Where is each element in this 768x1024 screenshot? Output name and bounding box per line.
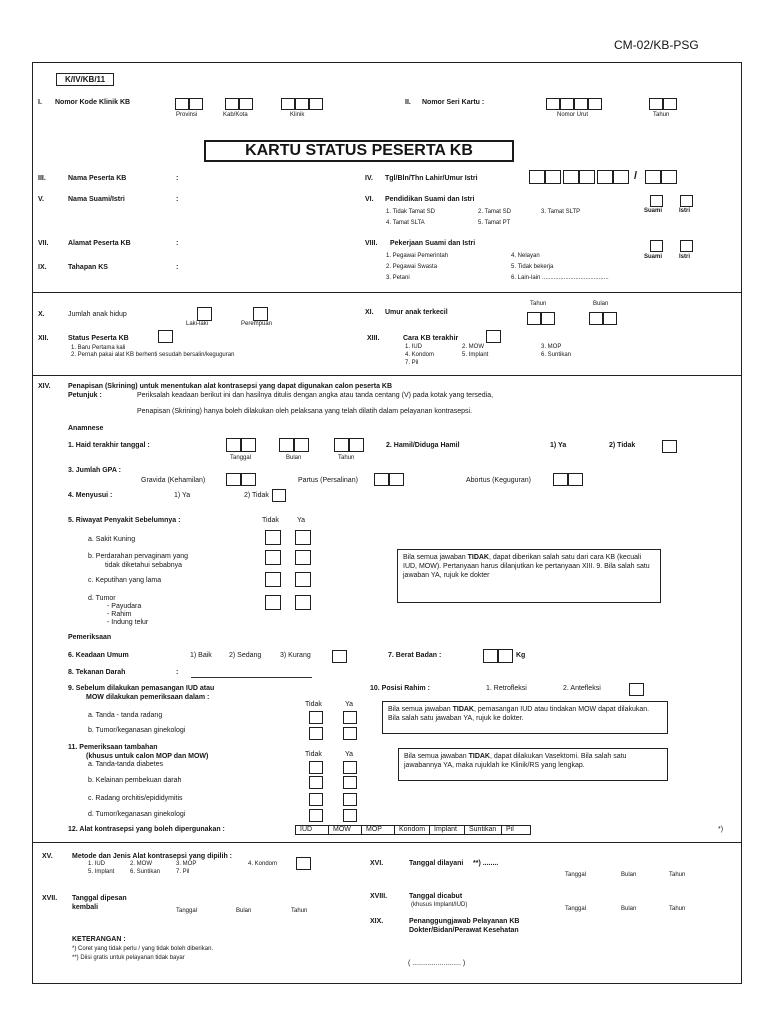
sec4-label: Tgl/Bln/Thn Lahir/Umur Istri bbox=[385, 175, 478, 182]
sec12-num: XII. bbox=[38, 335, 49, 342]
pekerjaan-opt-2: 2. Pegawai Swasta bbox=[386, 264, 438, 270]
sec14-num: XIV. bbox=[38, 383, 51, 390]
petunjuk-label: Petunjuk : bbox=[68, 392, 102, 399]
q5b-ya-box[interactable] bbox=[295, 550, 311, 565]
kg-label: Kg bbox=[516, 652, 526, 659]
haid-tgl-box-2[interactable] bbox=[241, 438, 256, 452]
tgl-box-2[interactable] bbox=[545, 170, 561, 184]
q1-label: 1. Haid terakhir tanggal : bbox=[68, 442, 150, 449]
pendidikan-opt-2: 2. Tamat SD bbox=[478, 209, 511, 215]
pendidikan-opt-4: 4. Tamat SLTA bbox=[386, 220, 425, 226]
q9b-label: b. Tumor/keganasan ginekologi bbox=[88, 727, 186, 734]
sec3-colon: : bbox=[176, 175, 179, 182]
note2-c: , pemasangan IUD atau tindakan MOW dapat dilakukan. Bila salah satu jawaban YA, rujuk ke dokter. bbox=[388, 706, 650, 722]
sec14-label: Penapisan (Skrining) untuk menentukan alat kontrasepsi yang dapat digunakan calon peserta KB bbox=[68, 383, 393, 390]
note3-c: , dapat dilakukan Vasektomi. Bila salah satu jawabannya YA, maka rujuklah ke Klinik/RS yang lengkap. bbox=[404, 753, 627, 769]
pemeriksaan-heading: Pemeriksaan bbox=[68, 634, 112, 641]
thn-box-2[interactable] bbox=[613, 170, 629, 184]
metode-box[interactable] bbox=[296, 857, 311, 870]
bln-box-1[interactable] bbox=[563, 170, 579, 184]
sec3-label: Nama Peserta KB bbox=[68, 175, 127, 182]
sec17-label: Tanggal dipesan bbox=[72, 895, 127, 902]
q8-label: 8. Tekanan Darah bbox=[68, 669, 126, 676]
q5a-ya-box[interactable] bbox=[295, 530, 311, 545]
umur-tahun-label: Tahun bbox=[530, 301, 547, 307]
status-opt-1: 1. Baru Pertama kali bbox=[71, 345, 126, 351]
cara-opt-3: 3. MOP bbox=[541, 344, 562, 350]
q9-tidak-col: Tidak bbox=[305, 701, 322, 708]
pendidikan-opt-3: 3. Tamat SLTP bbox=[541, 209, 581, 215]
umur-bulan-label: Bulan bbox=[593, 301, 609, 307]
petunjuk-text-2: Penapisan (Skrining) hanya boleh dilakukan oleh pelaksana yang telah dilatih dalam pelayanan kontrasepsi. bbox=[137, 408, 473, 415]
sec9-num: IX. bbox=[38, 264, 47, 271]
keadaan-umum-box[interactable] bbox=[332, 650, 347, 663]
haid-thn-box-1[interactable] bbox=[334, 438, 349, 452]
q9-label: 9. Sebelum dilakukan pemasangan IUD atau bbox=[68, 685, 215, 692]
menyusui-box[interactable] bbox=[272, 489, 286, 502]
pekerjaan-suami-box[interactable] bbox=[650, 240, 663, 252]
q11b-ya-box[interactable] bbox=[343, 776, 357, 789]
sec4-num: IV. bbox=[365, 175, 373, 182]
pekerjaan-istri-box[interactable] bbox=[680, 240, 693, 252]
ref-code: K/IV/KB/11 bbox=[56, 73, 114, 86]
q6-baik: 1) Baik bbox=[190, 652, 212, 659]
nomor-urut-label: Nomor Urut bbox=[557, 112, 589, 118]
q10-antefleksi: 2. Antefleksi bbox=[563, 685, 601, 692]
pekerjaan-suami-label: Suami bbox=[644, 254, 663, 260]
note1-c: , dapat diberikan salah satu dari cara KB (kecuali IUD, MOW). Pertanyaan harus dilanjutkan ke pertanyaan XIII. 9. Bila salah satu jawaban YA, rujuk ke dokter bbox=[403, 554, 650, 579]
keterangan-title: KETERANGAN : bbox=[72, 936, 126, 943]
haid-tgl-label: Tanggal bbox=[230, 455, 252, 461]
q4-ya: 1) Ya bbox=[174, 492, 191, 499]
divider-3 bbox=[32, 842, 742, 843]
tumor-payudara: - Payudara bbox=[107, 603, 142, 610]
note2-b: TIDAK bbox=[452, 706, 474, 713]
cara-kb-box[interactable] bbox=[486, 330, 501, 343]
dicabut-tgl-label: Tanggal bbox=[565, 906, 587, 912]
q12-star: *) bbox=[718, 826, 724, 833]
dipesan-thn-label: Tahun bbox=[291, 908, 308, 914]
tahun-box-2[interactable] bbox=[663, 98, 677, 110]
q11-label: 11. Pemeriksaan tambahan bbox=[68, 744, 158, 751]
haid-bln-label: Bulan bbox=[286, 455, 302, 461]
pendidikan-istri-box[interactable] bbox=[680, 195, 693, 207]
q9b-ya-box[interactable] bbox=[343, 727, 357, 740]
sec6-num: VI. bbox=[365, 196, 374, 203]
sec15-num: XV. bbox=[42, 853, 53, 860]
cara-opt-6: 6. Suntikan bbox=[541, 352, 572, 358]
sec19-label-2: Dokter/Bidan/Perawat Kesehatan bbox=[409, 927, 519, 934]
q5a-tidak-box[interactable] bbox=[265, 530, 281, 545]
abortus-label: Abortus (Keguguran) bbox=[466, 477, 531, 484]
kontrasepsi-kondom[interactable]: Kondom bbox=[395, 826, 430, 834]
q5b-label: b. Perdarahan pervaginam yang bbox=[88, 553, 189, 560]
berat-box-1[interactable] bbox=[483, 649, 498, 663]
abortus-box-1[interactable] bbox=[553, 473, 568, 486]
cara-opt-2: 2. MOW bbox=[462, 344, 484, 350]
klinik-label: Klinik bbox=[290, 112, 305, 118]
kabkota-box-2[interactable] bbox=[239, 98, 253, 110]
cara-opt-1: 1. IUD bbox=[405, 344, 423, 350]
kabkota-label: Kab/Kota bbox=[223, 112, 248, 118]
note1-b: TIDAK bbox=[467, 554, 489, 561]
sec16-dots[interactable]: **) ........ bbox=[473, 860, 499, 867]
kontrasepsi-mop[interactable]: MOP bbox=[362, 826, 395, 834]
pendidikan-suami-box[interactable] bbox=[650, 195, 663, 207]
divider-2 bbox=[32, 375, 742, 376]
sec9-label: Tahapan KS bbox=[68, 264, 108, 271]
q4-label: 4. Menyusui : bbox=[68, 492, 113, 499]
metode-opt-6: 6. Suntikan bbox=[130, 869, 161, 875]
sec8-label: Pekerjaan Suami dan Istri bbox=[390, 240, 476, 247]
sec13-label: Cara KB terakhir bbox=[403, 335, 459, 342]
sec11-label: Umur anak terkecil bbox=[385, 309, 448, 316]
sec11-num: XI. bbox=[365, 309, 374, 316]
metode-opt-5: 5. Implant bbox=[88, 869, 115, 875]
q10-retrofleksi: 1. Retrofleksi bbox=[486, 685, 527, 692]
divider-1 bbox=[32, 292, 742, 293]
klinik-box-1[interactable] bbox=[281, 98, 295, 110]
laki-laki-label: Laki-laki bbox=[186, 321, 209, 327]
sec18-label: Tanggal dicabut bbox=[409, 893, 463, 900]
q11b-tidak-box[interactable] bbox=[309, 776, 323, 789]
q11c-tidak-box[interactable] bbox=[309, 793, 323, 806]
metode-opt-2: 2. MOW bbox=[130, 861, 152, 867]
sec16-num: XVI. bbox=[370, 860, 384, 867]
q11-label-2: (khusus untuk calon MOP dan MOW) bbox=[86, 753, 209, 760]
pekerjaan-istri-label: Istri bbox=[679, 254, 691, 260]
nomor-urut-box-4[interactable] bbox=[588, 98, 602, 110]
tekanan-darah-line[interactable] bbox=[191, 677, 312, 678]
keterangan-2: **) Diisi gratis untuk pelayanan tidak bayar bbox=[72, 955, 185, 961]
umur-tahun-box-1[interactable] bbox=[527, 312, 541, 325]
q11d-tidak-box[interactable] bbox=[309, 809, 323, 822]
hamil-box[interactable] bbox=[662, 440, 677, 453]
dilayani-thn-label: Tahun bbox=[669, 872, 686, 878]
q5d-ya-box[interactable] bbox=[295, 595, 311, 610]
date-slash: / bbox=[634, 170, 638, 182]
q11c-label: c. Radang orchitis/epididymitis bbox=[88, 795, 183, 802]
note-vasektomi bbox=[398, 748, 668, 781]
pendidikan-istri-label: Istri bbox=[679, 208, 691, 214]
klinik-box-3[interactable] bbox=[309, 98, 323, 110]
q5b-tidak-box[interactable] bbox=[265, 550, 281, 565]
pendidikan-suami-label: Suami bbox=[644, 208, 663, 214]
q2-ya: 1) Ya bbox=[550, 442, 567, 449]
q10-label: 10. Posisi Rahim : bbox=[370, 685, 430, 692]
umur-bulan-box-2[interactable] bbox=[603, 312, 617, 325]
sec7-colon: : bbox=[176, 240, 179, 247]
q8-colon: : bbox=[176, 669, 179, 676]
sec9-colon: : bbox=[176, 264, 179, 271]
dipesan-tgl-label: Tanggal bbox=[176, 908, 198, 914]
q5c-label: c. Keputihan yang lama bbox=[88, 577, 162, 584]
q9-ya-col: Ya bbox=[345, 701, 354, 708]
q11a-tidak-box[interactable] bbox=[309, 761, 323, 774]
q5b-label-2: tidak diketahui sebabnya bbox=[105, 562, 183, 569]
q11b-label: b. Kelainan pembekuan darah bbox=[88, 777, 182, 784]
kontrasepsi-implant[interactable]: Implant bbox=[430, 826, 465, 834]
sec5-label: Nama Suami/Istri bbox=[68, 196, 125, 203]
metode-opt-1: 1. IUD bbox=[88, 861, 106, 867]
q11a-ya-box[interactable] bbox=[343, 761, 357, 774]
kontrasepsi-mow[interactable]: MOW bbox=[329, 826, 362, 834]
umur-box-1[interactable] bbox=[645, 170, 661, 184]
pekerjaan-opt-5: 5. Tidak bekerja bbox=[511, 264, 554, 270]
signature-field[interactable]: ( ......................... ) bbox=[408, 960, 466, 967]
q9b-tidak-box[interactable] bbox=[309, 727, 323, 740]
sec6-label: Pendidikan Suami dan Istri bbox=[385, 196, 475, 203]
note1-a: Bila semua jawaban bbox=[403, 554, 468, 561]
q5-ya-col: Ya bbox=[297, 517, 306, 524]
dipesan-bln-label: Bulan bbox=[236, 908, 252, 914]
bln-box-2[interactable] bbox=[579, 170, 595, 184]
q11d-ya-box[interactable] bbox=[343, 809, 357, 822]
kontrasepsi-table[interactable] bbox=[295, 825, 531, 835]
metode-opt-3: 3. MOP bbox=[176, 861, 197, 867]
q11-tidak-col: Tidak bbox=[305, 751, 322, 758]
dicabut-thn-label: Tahun bbox=[669, 906, 686, 912]
q6-kurang: 3) Kurang bbox=[280, 652, 311, 659]
q11c-ya-box[interactable] bbox=[343, 793, 357, 806]
kontrasepsi-pil[interactable]: Pil bbox=[506, 826, 514, 833]
gravida-box-1[interactable] bbox=[226, 473, 241, 486]
form-title: KARTU STATUS PESERTA KB bbox=[204, 140, 514, 162]
petunjuk-text-1: Periksalah keadaan berikut ini dan hasilnya ditulis dengan angka atau tanda centang (V) pada kotak yang tersedia, bbox=[137, 392, 494, 399]
q2-tidak: 2) Tidak bbox=[609, 442, 636, 449]
keterangan-1: *) Coret yang tidak perlu / yang tidak boleh diberikan. bbox=[72, 946, 214, 952]
q5c-ya-box[interactable] bbox=[295, 572, 311, 587]
umur-box-2[interactable] bbox=[661, 170, 677, 184]
sec15-label: Metode dan Jenis Alat kontrasepsi yang dipilih : bbox=[72, 853, 232, 860]
haid-thn-box-2[interactable] bbox=[349, 438, 364, 452]
partus-box-1[interactable] bbox=[374, 473, 389, 486]
status-peserta-box[interactable] bbox=[158, 330, 173, 343]
sec1-num: I. bbox=[38, 99, 42, 106]
metode-opt-4: 4. Kondom bbox=[248, 861, 278, 867]
anak-perempuan-box[interactable] bbox=[253, 307, 268, 321]
anamnese-heading: Anamnese bbox=[68, 425, 104, 432]
nomor-urut-box-3[interactable] bbox=[574, 98, 588, 110]
umur-tahun-box-2[interactable] bbox=[541, 312, 555, 325]
tahun-box-1[interactable] bbox=[649, 98, 663, 110]
nomor-urut-box-1[interactable] bbox=[546, 98, 560, 110]
q4-tidak: 2) Tidak bbox=[244, 492, 269, 499]
partus-label: Partus (Persalinan) bbox=[298, 477, 358, 484]
nomor-urut-box-2[interactable] bbox=[560, 98, 574, 110]
pendidikan-opt-5: 5. Tamat PT bbox=[478, 220, 511, 226]
sec7-num: VII. bbox=[38, 240, 49, 247]
note3-b: TIDAK bbox=[468, 753, 490, 760]
q6-label: 6. Keadaan Umum bbox=[68, 652, 129, 659]
klinik-box-2[interactable] bbox=[295, 98, 309, 110]
provinsi-box-2[interactable] bbox=[189, 98, 203, 110]
pendidikan-opt-1: 1. Tidak Tamat SD bbox=[386, 209, 435, 215]
gravida-box-2[interactable] bbox=[241, 473, 256, 486]
q9a-label: a. Tanda - tanda radang bbox=[88, 712, 163, 719]
perempuan-label: Perempuan bbox=[241, 321, 273, 327]
sec19-num: XIX. bbox=[370, 918, 384, 925]
provinsi-label: Provinsi bbox=[176, 112, 198, 118]
sec17-label-2: kembali bbox=[72, 904, 99, 911]
pekerjaan-opt-1: 1. Pegawai Pemerintah bbox=[386, 253, 449, 259]
q5d-tidak-box[interactable] bbox=[265, 595, 281, 610]
cara-opt-7: 7. Pil bbox=[405, 360, 419, 366]
dicabut-bln-label: Bulan bbox=[621, 906, 637, 912]
note2-a: Bila semua jawaban bbox=[388, 706, 453, 713]
sec12-label: Status Peserta KB bbox=[68, 335, 129, 342]
q5a-label: a. Sakit Kuning bbox=[88, 536, 136, 543]
tumor-rahim: - Rahim bbox=[107, 611, 132, 618]
q7-label: 7. Berat Badan : bbox=[388, 652, 442, 659]
sec17-num: XVII. bbox=[42, 895, 58, 902]
q12-label: 12. Alat kontrasepsi yang boleh dipergunakan : bbox=[68, 826, 225, 833]
sec16-label: Tanggal dilayani bbox=[409, 860, 464, 867]
thn-box-1[interactable] bbox=[597, 170, 613, 184]
q9a-tidak-box[interactable] bbox=[309, 711, 323, 724]
haid-thn-label: Tahun bbox=[338, 455, 355, 461]
kabkota-box-1[interactable] bbox=[225, 98, 239, 110]
sec2-num: II. bbox=[405, 99, 411, 106]
q3-label: 3. Jumlah GPA : bbox=[68, 467, 121, 474]
dilayani-bln-label: Bulan bbox=[621, 872, 637, 878]
sec19-label: Penanggungjawab Pelayanan KB bbox=[409, 918, 520, 925]
sec7-label: Alamat Peserta KB bbox=[68, 240, 131, 247]
sec5-num: V. bbox=[38, 196, 44, 203]
kontrasepsi-iud[interactable]: IUD bbox=[296, 826, 329, 834]
q5-tidak-col: Tidak bbox=[262, 517, 279, 524]
tumor-indung-telur: - Indung telur bbox=[107, 619, 149, 626]
q11a-label: a. Tanda-tanda diabetes bbox=[88, 761, 163, 768]
note3-a: Bila semua jawaban bbox=[404, 753, 469, 760]
note-riwayat bbox=[397, 549, 661, 603]
sec13-num: XIII. bbox=[367, 335, 380, 342]
q5-label: 5. Riwayat Penyakit Sebelumnya : bbox=[68, 517, 181, 524]
haid-bln-box-1[interactable] bbox=[279, 438, 294, 452]
form-code: CM-02/KB-PSG bbox=[614, 38, 699, 52]
sec5-colon: : bbox=[176, 196, 179, 203]
sec1-label: Nomor Kode Klinik KB bbox=[55, 99, 131, 106]
haid-bln-box-2[interactable] bbox=[294, 438, 309, 452]
pekerjaan-opt-4: 4. Nelayan bbox=[511, 253, 540, 259]
q9-label-2: MOW dilakukan pemeriksaan dalam : bbox=[86, 694, 210, 701]
sec2-label: Nomor Seri Kartu : bbox=[422, 99, 485, 106]
kontrasepsi-suntikan[interactable]: Suntikan bbox=[465, 826, 502, 834]
berat-box-2[interactable] bbox=[498, 649, 513, 663]
dilayani-tgl-label: Tanggal bbox=[565, 872, 587, 878]
pekerjaan-opt-3: 3. Petani bbox=[386, 275, 410, 281]
q11d-label: d. Tumor/keganasan ginekologi bbox=[88, 811, 186, 818]
haid-tgl-box-1[interactable] bbox=[226, 438, 241, 452]
note-iud-mow bbox=[382, 701, 668, 734]
sec18-label-2: (khusus Implant/IUD) bbox=[411, 902, 468, 908]
posisi-rahim-box[interactable] bbox=[629, 683, 644, 696]
cara-opt-5: 5. Implant bbox=[462, 352, 489, 358]
q5c-tidak-box[interactable] bbox=[265, 572, 281, 587]
provinsi-box-1[interactable] bbox=[175, 98, 189, 110]
sec10-num: X. bbox=[38, 311, 45, 318]
partus-box-2[interactable] bbox=[389, 473, 404, 486]
sec8-num: VIII. bbox=[365, 240, 378, 247]
sec18-num: XVIII. bbox=[370, 893, 388, 900]
sec10-label: Jumlah anak hidup bbox=[68, 311, 127, 318]
sec3-num: III. bbox=[38, 175, 46, 182]
metode-opt-7: 7. Pil bbox=[176, 869, 190, 875]
abortus-box-2[interactable] bbox=[568, 473, 583, 486]
anak-laki-box[interactable] bbox=[197, 307, 212, 321]
pekerjaan-opt-6: 6. Lain-lain ........................................ bbox=[511, 275, 609, 281]
gravida-label: Gravida (Kehamilan) bbox=[141, 477, 206, 484]
q5d-label: d. Tumor bbox=[88, 595, 116, 602]
tahun-label: Tahun bbox=[653, 112, 670, 118]
tgl-box-1[interactable] bbox=[529, 170, 545, 184]
q9a-ya-box[interactable] bbox=[343, 711, 357, 724]
status-opt-2: 2. Pernah pakai alat KB berhenti sesudah bersalin/keguguran bbox=[71, 352, 235, 358]
cara-opt-4: 4. Kondom bbox=[405, 352, 435, 358]
q6-sedang: 2) Sedang bbox=[229, 652, 262, 659]
umur-bulan-box-1[interactable] bbox=[589, 312, 603, 325]
q2-label: 2. Hamil/Diduga Hamil bbox=[386, 442, 460, 449]
q11-ya-col: Ya bbox=[345, 751, 354, 758]
